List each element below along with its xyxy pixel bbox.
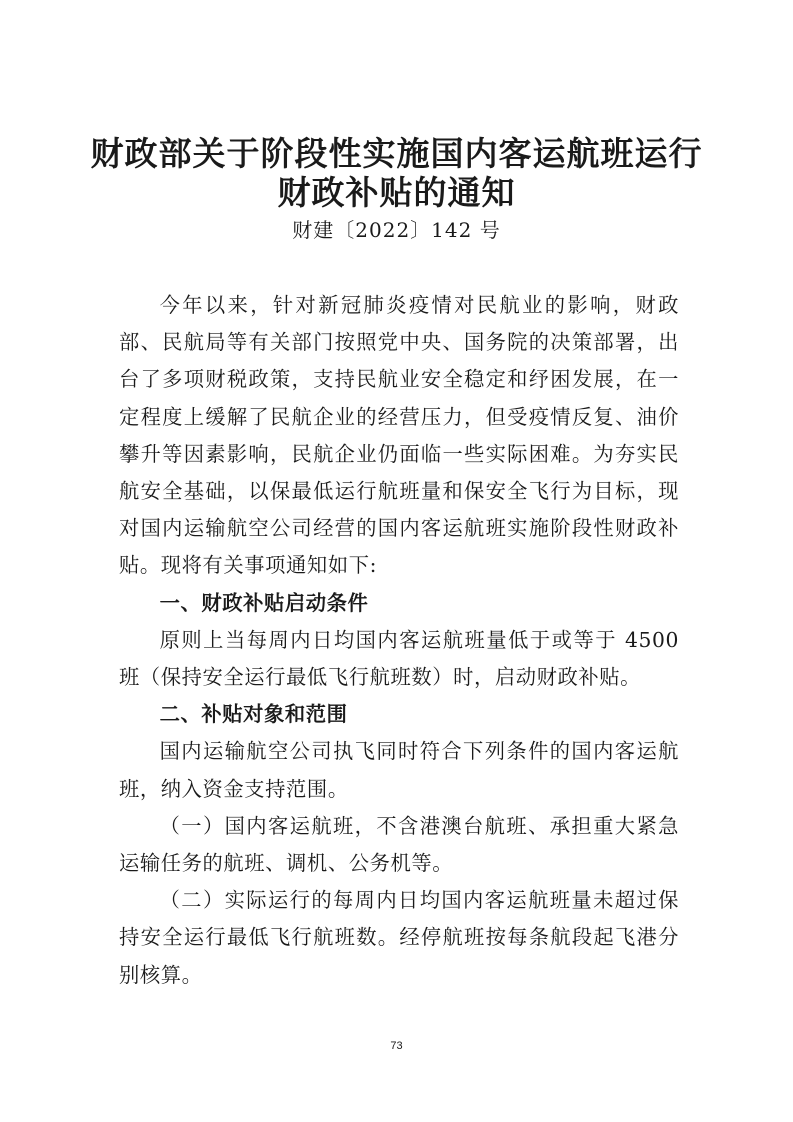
section-2-item-2: （二）实际运行的每周内日均国内客运航班量未超过保持安全运行最低飞行航班数。经停航班按每条航段起飞港分别核算。	[119, 888, 679, 987]
section-1-heading: 一、财政补贴启动条件	[159, 590, 369, 615]
document-number: 财建〔2022〕142 号	[292, 218, 501, 242]
section-2-item-1: （一）国内客运航班，不含港澳台航班、承担重大紧急运输任务的航班、调机、公务机等。	[119, 813, 679, 876]
section-2-heading: 二、补贴对象和范围	[159, 702, 348, 727]
intro-paragraph: 今年以来，针对新冠肺炎疫情对民航业的影响，财政部、民航局等有关部门按照党中央、国务院的决策部署，出台了多项财税政策，支持民航业安全稳定和纾困发展，在一定程度上缓解了民航企业的经营压力，但受疫情反复、油价攀升等因素影响，民航企业仍面临一些实际困难。为夯实民航安全基础，以保最低运行航班量和保安全飞行为目标，现对国内运输航空公司经营的国内客运航班实施阶段性财政补贴。现将有关事项通知如下:	[119, 293, 679, 578]
document-body	[119, 287, 679, 994]
page-number: 73	[390, 1040, 403, 1052]
section-2-text: 国内运输航空公司执飞同时符合下列条件的国内客运航班，纳入资金支持范围。	[119, 739, 679, 801]
section-1-text: 原则上当每周内日均国内客运航班量低于或等于 4500 班（保持安全运行最低飞行航班数）时，启动财政补贴。	[119, 627, 679, 690]
document-title-line-1: 财政部关于阶段性实施国内客运航班运行	[90, 134, 703, 173]
document-title-line-2: 财政补贴的通知	[277, 173, 516, 212]
